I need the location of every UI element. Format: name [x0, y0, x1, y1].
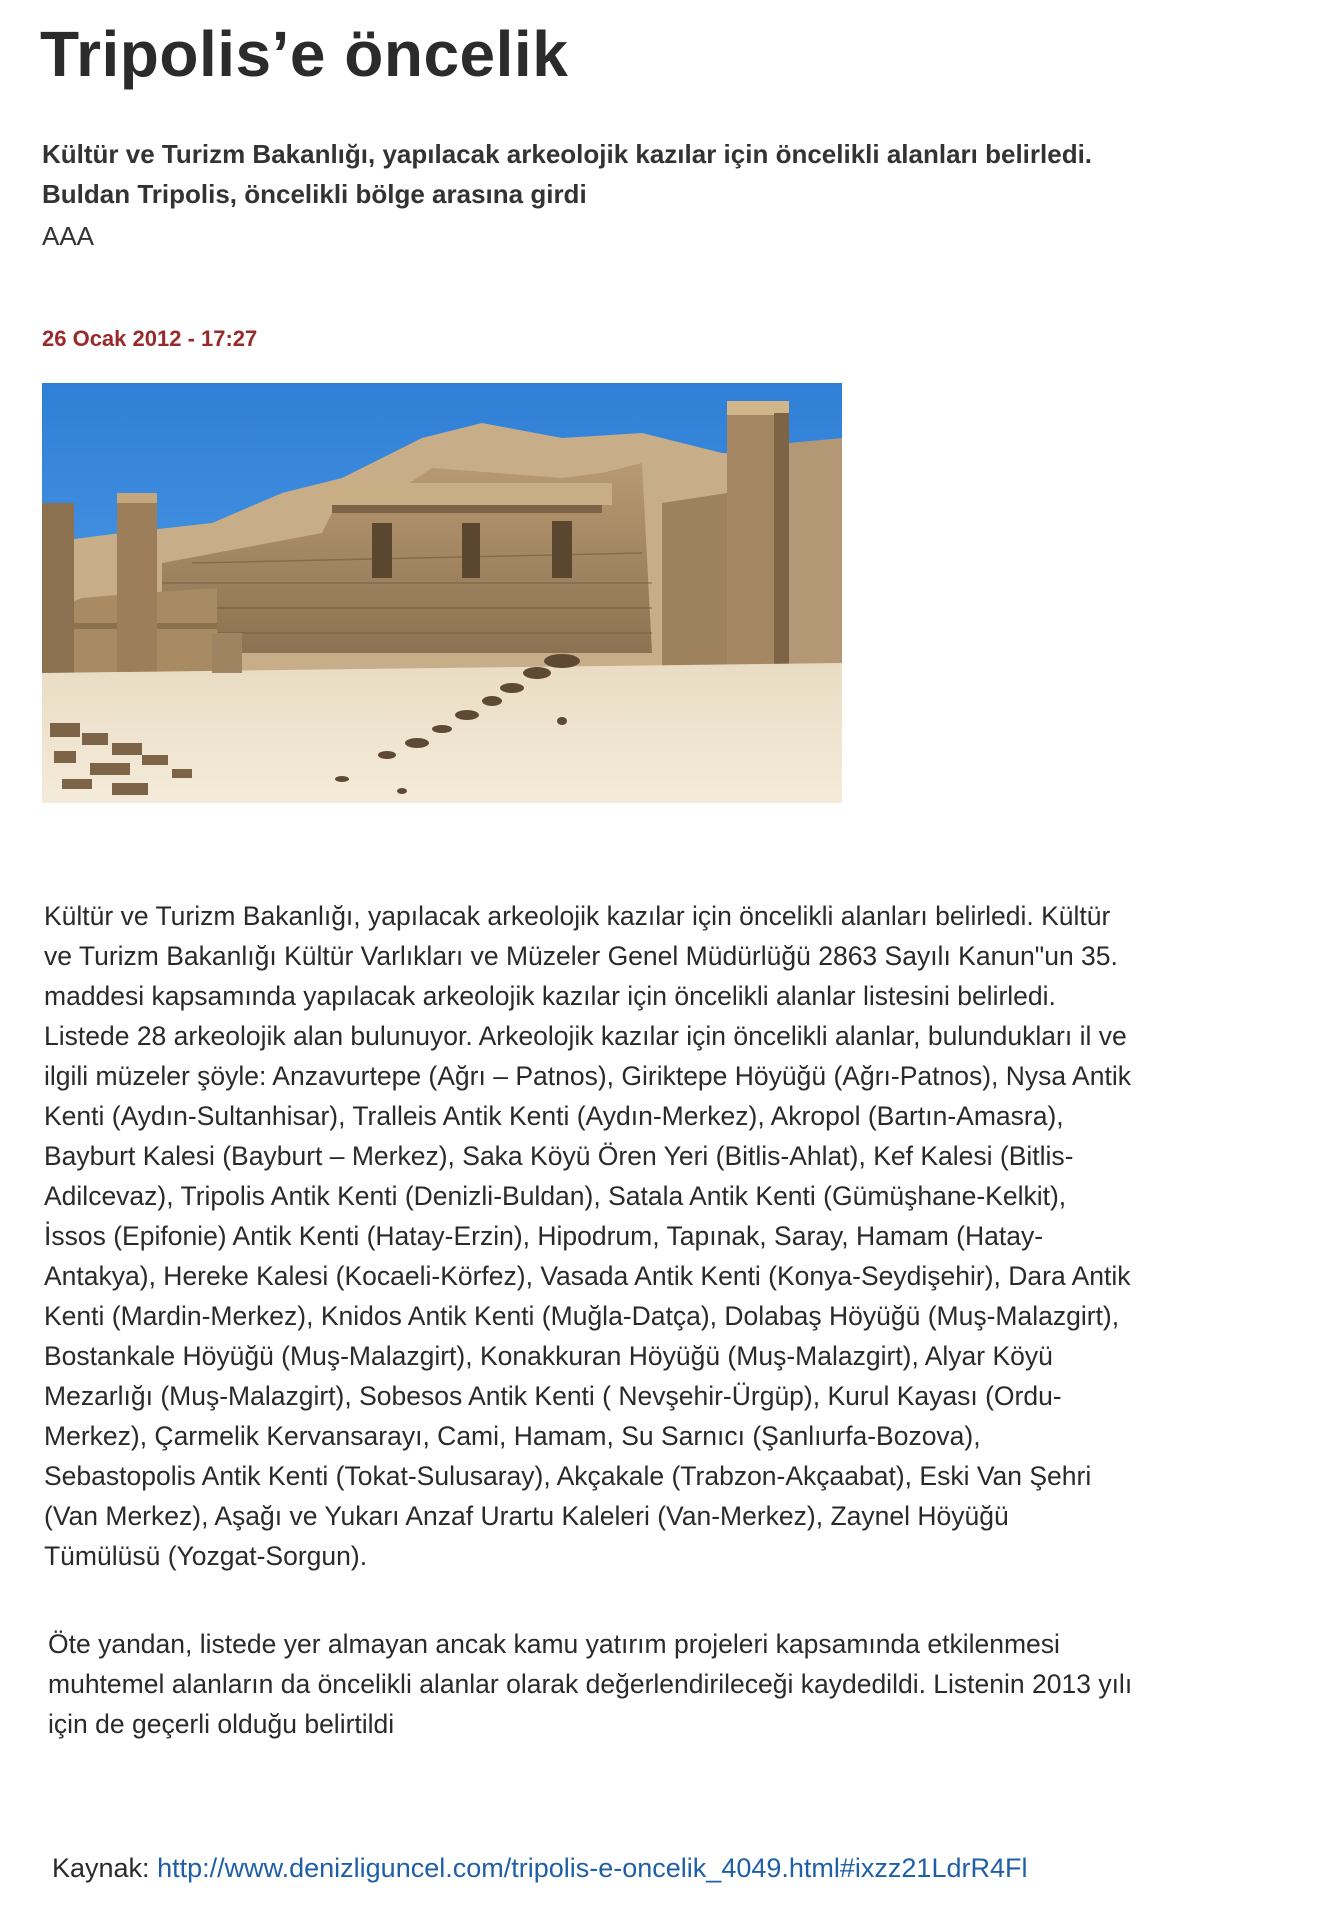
body-line: Kenti (Mardin-Merkez), Knidos Antik Kenti (Muğla-Datça), Dolabaş Höyüğü (Muş-Malazgirt), [44, 1301, 1120, 1331]
body-line: (Van Merkez), Aşağı ve Yukarı Anzaf Urartu Kaleleri (Van-Merkez), Zaynel Höyüğü [44, 1501, 1009, 1531]
body-line: ve Turizm Bakanlığı Kültür Varlıkları ve Müzeler Genel Müdürlüğü 2863 Sayılı Kanun"un 35. [44, 941, 1118, 971]
ruins-photo [42, 383, 842, 803]
body-line: Öte yandan, listede yer almayan ancak kamu yatırım projeleri kapsamında etkilenmesi [48, 1629, 1060, 1659]
article-date: 26 Ocak 2012 - 17:27 [42, 326, 258, 351]
body-line: Kültür ve Turizm Bakanlığı, yapılacak arkeolojik kazılar için öncelikli alanları belirledi. Kültür [44, 901, 1111, 931]
body-line: maddesi kapsamında yapılacak arkeolojik kazılar için öncelikli alanlar listesini belirledi. [44, 981, 1056, 1011]
article-closing-paragraph [48, 1624, 1318, 1744]
body-line: Merkez), Çarmelik Kervansarayı, Cami, Hamam, Su Sarnıcı (Şanlıurfa-Bozova), [44, 1421, 981, 1451]
body-line: ilgili müzeler şöyle: Anzavurtepe (Ağrı – Patnos), Giriktepe Höyüğü (Ağrı-Patnos), Nysa Antik [44, 1061, 1131, 1091]
article-author: AAA [42, 221, 95, 251]
source-line [52, 1848, 1027, 1888]
body-line: İssos (Epifonie) Antik Kenti (Hatay-Erzin), Hipodrum, Tapınak, Saray, Hamam (Hatay- [44, 1221, 1044, 1251]
subtitle-line: Kültür ve Turizm Bakanlığı, yapılacak arkeolojik kazılar için öncelikli alanları belirledi. [42, 139, 1093, 169]
body-line: Bostankale Höyüğü (Muş-Malazgirt), Konakkuran Höyüğü (Muş-Malazgirt), Alyar Köyü [44, 1341, 1053, 1371]
body-line: Bayburt Kalesi (Bayburt – Merkez), Saka Köyü Ören Yeri (Bitlis-Ahlat), Kef Kalesi (Bitlis- [44, 1141, 1074, 1171]
subtitle-line: Buldan Tripolis, öncelikli bölge arasına girdi [42, 179, 587, 209]
body-line: Adilcevaz), Tripolis Antik Kenti (Denizli-Buldan), Satala Antik Kenti (Gümüşhane-Kelkit), [44, 1181, 1067, 1211]
source-label: Kaynak: [52, 1853, 150, 1883]
article-body [44, 896, 1314, 1576]
body-line: Mezarlığı (Muş-Malazgirt), Sobesos Antik Kenti ( Nevşehir-Ürgüp), Kurul Kayası (Ordu- [44, 1381, 1062, 1411]
source-link[interactable]: http://www.denizliguncel.com/tripolis-e-oncelik_4049.html#ixzz21LdrR4Fl [157, 1853, 1028, 1883]
article-headline: Tripolis’e öncelik [40, 18, 569, 90]
article-subtitle [42, 134, 1302, 214]
body-line: Antakya), Hereke Kalesi (Kocaeli-Körfez), Vasada Antik Kenti (Konya-Seydişehir), Dara Antik [44, 1261, 1131, 1291]
body-line: Kenti (Aydın-Sultanhisar), Tralleis Antik Kenti (Aydın-Merkez), Akropol (Bartın-Amasra), [44, 1101, 1064, 1131]
body-line: Tümülüsü (Yozgat-Sorgun). [44, 1541, 368, 1571]
body-line: Sebastopolis Antik Kenti (Tokat-Sulusaray), Akçakale (Trabzon-Akçaabat), Eski Van Şehri [44, 1461, 1092, 1491]
body-line: Listede 28 arkeolojik alan bulunuyor. Arkeolojik kazılar için öncelikli alanlar, bulundukları il ve [44, 1021, 1127, 1051]
body-line: muhtemel alanların da öncelikli alanlar olarak değerlendirileceği kaydedildi. Listenin 2013 yılı [48, 1669, 1133, 1699]
body-line: için de geçerli olduğu belirtildi [48, 1709, 395, 1739]
